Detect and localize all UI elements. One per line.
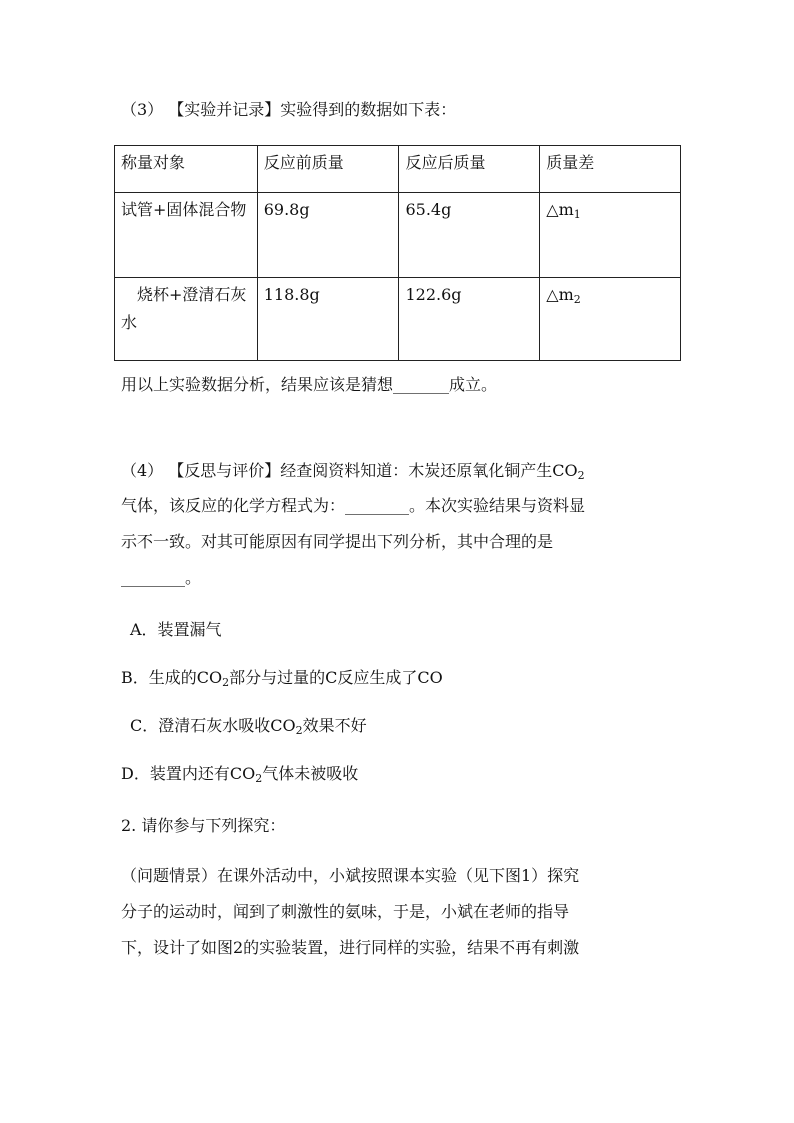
q4-line-2: 气体，该反应的化学方程式为：________。本次实验结果与资料显 [121,496,586,515]
q2-para-line-1: （问题情景）在课外活动中，小斌按照课本实验（见下图1）探究 [121,866,580,885]
table-cell-diff [540,193,681,278]
option-d-text: D．装置内还有CO [121,764,256,783]
table-header-cell: 称量对象 [115,146,258,193]
diff-label: △m [546,200,574,219]
option-d-text-end: 气体未被吸收 [262,764,359,783]
table-row [115,193,681,278]
option-c-text-end: 效果不好 [302,716,367,735]
co2-subscript: 2 [222,676,230,689]
option-b [121,668,443,688]
diff-subscript: 2 [573,293,581,306]
co2-subscript: 2 [255,772,263,785]
table-header-row [115,146,681,193]
after-table-text: 用以上实验数据分析，结果应该是猜想_______成立。 [121,375,498,394]
q4-line-1 [121,461,585,481]
table-header-cell: 质量差 [540,146,681,193]
diff-subscript: 1 [573,208,581,221]
q3-heading: （3） 【实验并记录】实验得到的数据如下表： [121,100,457,119]
option-b-text: B．生成的CO [121,668,223,687]
q2-title: 2. 请你参与下列探究： [121,816,286,835]
co2-subscript: 2 [295,724,303,737]
table-row [115,278,681,361]
option-a: A．装置漏气 [130,620,222,639]
data-table [114,145,681,361]
option-c-text: C．澄清石灰水吸收CO [130,716,296,735]
table-cell-object-text: 烧杯+澄清石灰水 [121,285,247,332]
option-d [121,764,358,784]
q4-line-1-text: （4） 【反思与评价】经查阅资料知道：木炭还原氧化铜产生CO [121,461,578,480]
co2-subscript: 2 [577,469,585,482]
diff-label: △m [546,285,574,304]
table-cell-diff [540,278,681,361]
table-header-cell: 反应前质量 [257,146,399,193]
q4-line-3: 示不一致。对其可能原因有同学提出下列分析，其中合理的是 [121,532,554,551]
table-cell-after: 65.4g [399,193,540,278]
table-cell-before: 69.8g [257,193,399,278]
table-header-cell: 反应后质量 [399,146,540,193]
table-cell-before: 118.8g [257,278,399,361]
option-c [130,716,367,736]
option-b-text-end: 部分与过量的C反应生成了CO [229,668,443,687]
table-cell-after: 122.6g [399,278,540,361]
q2-para-line-3: 下，设计了如图2的实验装置，进行同样的实验，结果不再有刺激 [121,938,580,957]
table-cell-object: 试管+固体混合物 [115,193,258,278]
table-cell-object [115,278,258,361]
q2-para-line-2: 分子的运动时，闻到了刺激性的氨味，于是，小斌在老师的指导 [121,902,570,921]
q4-line-4: ________。 [121,568,202,587]
